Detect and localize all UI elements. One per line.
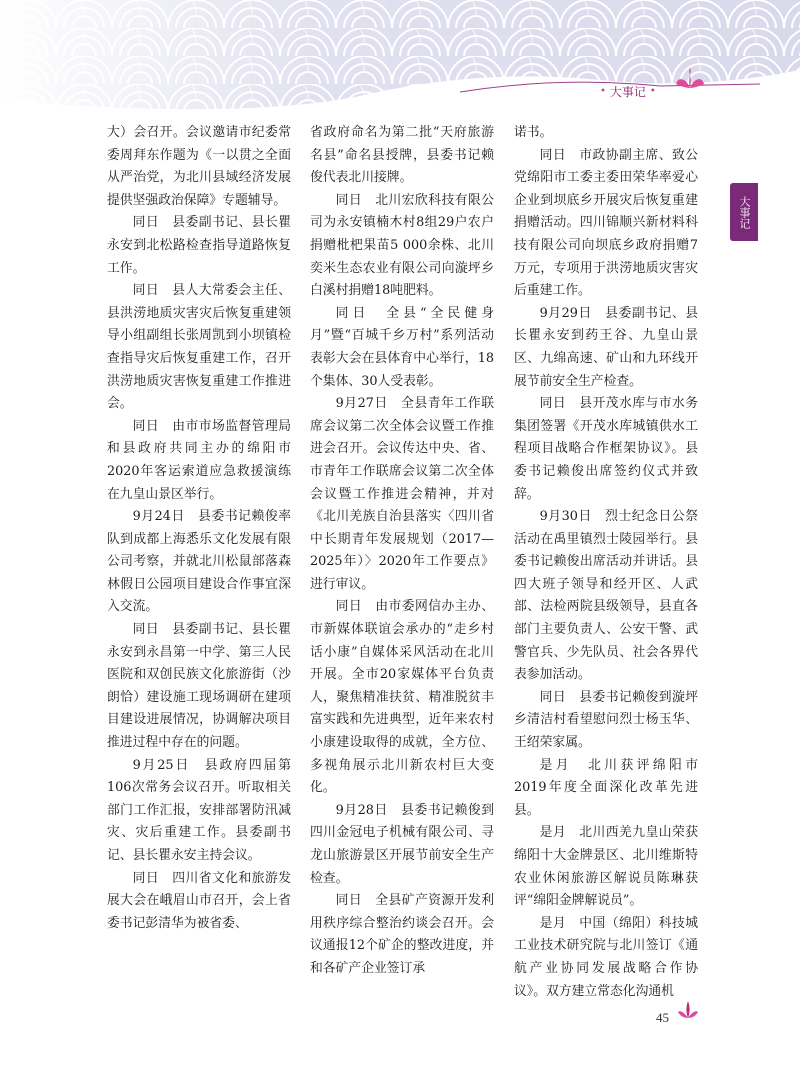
article-body	[107, 122, 699, 999]
section-header	[600, 80, 656, 102]
text-column-2	[310, 122, 494, 981]
bullet-dot-icon: •	[649, 85, 656, 97]
paragraph: 同日 四川省文化和旅游发展大会在峨眉山市召开，会上省委书记彭清华为被省委、	[107, 870, 291, 931]
paragraph: 9月28日 县委书记赖俊到四川金冠电子机械有限公司、寻龙山旅游景区开展节前安全生产检查。	[310, 802, 494, 886]
paragraph: 同日 由市市场监督管理局和县政府共同主办的绵阳市2020年客运索道应急救援演练在九皇山景区举行。	[107, 418, 291, 502]
paragraph: 同日 北川宏欣科技有限公司为永安镇楠木村8组29户农户捐赠枇杷果苗5 000余株、北川奕米生态农业有限公司向漩坪乡白溪村捐赠18吨肥料。	[310, 192, 494, 299]
header-decoration	[0, 0, 800, 112]
section-header-label: 大事记	[609, 84, 646, 99]
text-column-3	[514, 122, 698, 1003]
paragraph: 同日 县委书记赖俊到漩坪乡清洁村看望慰问烈士杨玉华、王绍荣家属。	[514, 689, 698, 751]
paragraph: 同日 县开茂水库与市水务集团签署《开茂水库城镇供水工程项目战略合作框架协议》。县委书记赖俊出席签约仪式并致辞。	[514, 396, 698, 502]
paragraph: 9月24日 县委书记赖俊率队到成都上海悉乐文化发展有限公司考察，并就北川松鼠部落森林假日公园项目建设合作事宜深入交流。	[107, 509, 291, 615]
lotus-icon	[676, 998, 700, 1022]
paragraph: 同日 全县矿产资源开发利用秩序综合整治约谈会召开。会议通报12个矿企的整改进度，并和各矿产企业签订承	[310, 893, 494, 976]
paragraph: 同日 县人大常委会主任、县洪涝地质灾害灾后恢复重建领导小组副组长张周凯到小坝镇检查指导灾后恢复重建工作，召开洪涝地质灾害恢复重建工作推进会。	[107, 283, 291, 412]
paragraph: 同日 由市委网信办主办、市新媒体联谊会承办的“走乡村话小康”自媒体采风活动在北川开展。全市20家媒体平台负责人，聚焦精准扶贫、精准脱贫丰富实践和先进典型，近年来农村小康建设取得的成就，全方位、多视角展示北川新农村巨大变化。	[310, 599, 494, 796]
paragraph: 是月 中国（绵阳）科技城工业技术研究院与北川签订《通航产业协同发展战略合作协议》。双方建立常态化沟通机	[514, 915, 698, 999]
paragraph: 9月27日 全县青年工作联席会议第二次全体会议暨工作推进会召开。会议传达中央、省、市青年工作联席会议第二次全体会议暨工作推进会精神，并对《北川羌族自治县落实〈四川省中长期青年发展规划（2017—2025年）〉2020年工作要点》进行审议。	[310, 396, 494, 592]
paragraph: 同日 县委副书记、县长瞿永安到北松路检查指导道路恢复工作。	[107, 215, 291, 276]
paragraph: 同日 市政协副主席、致公党绵阳市工委主委田荣华率爱心企业到坝底乡开展灾后恢复重建捐赠活动。四川锦顺兴新材料科技有限公司向坝底乡政府捐赠7万元，专项用于洪涝地质灾害灾后重建工作。	[514, 147, 698, 299]
text-column-1	[107, 122, 291, 935]
paragraph: 大）会召开。会议邀请市纪委常委周拜东作题为《一以贯之全面从严治党，为北川县域经济发展提供坚强政治保障》专题辅导。	[107, 125, 291, 208]
paragraph: 是月 北川西羌九皇山荣获绵阳十大金牌景区、北川维斯特农业休闲旅游区解说员陈琳获评“绵阳金牌解说员”。	[514, 825, 698, 909]
paragraph: 同日 全县“全民健身月”暨“百城千乡万村”系列活动表彰大会在县体育中心举行，18个集体、30人受表彰。	[310, 305, 494, 389]
paragraph: 同日 县委副书记、县长瞿永安到永昌第一中学、第三人民医院和双创民族文化旅游街（沙朗恰）建设施工现场调研在建项目建设进展情况，协调解决项目推进过程中存在的问题。	[107, 622, 291, 751]
paragraph: 是月 北川获评绵阳市2019年度全面深化改革先进县。	[514, 757, 698, 818]
paragraph: 9月25日 县政府四届第106次常务会议召开。听取相关部门工作汇报，安排部署防汛减灾、灾后重建工作。县委副书记、县长瞿永安主持会议。	[107, 757, 291, 863]
paragraph: 省政府命名为第二批“天府旅游名县”命名县授牌，县委书记赖俊代表北川接牌。	[310, 125, 494, 186]
paragraph: 诺书。	[514, 125, 553, 140]
bullet-dot-icon: •	[600, 85, 606, 97]
paragraph: 9月29日 县委副书记、县长瞿永安到药王谷、九皇山景区、九绵高速、矿山和九环线开展节前安全生产检查。	[514, 305, 698, 389]
page-number: 45	[656, 1010, 669, 1025]
paragraph: 9月30日 烈士纪念日公祭活动在禹里镇烈士陵园举行。县委书记赖俊出席活动并讲话。县四大班子领导和经开区、人武部、法检两院县级领导，县直各部门主要负责人、公安干警、武警官兵、少先队员、社会各界代表参加活动。	[514, 509, 698, 683]
side-section-tab: 大事记	[730, 183, 758, 241]
